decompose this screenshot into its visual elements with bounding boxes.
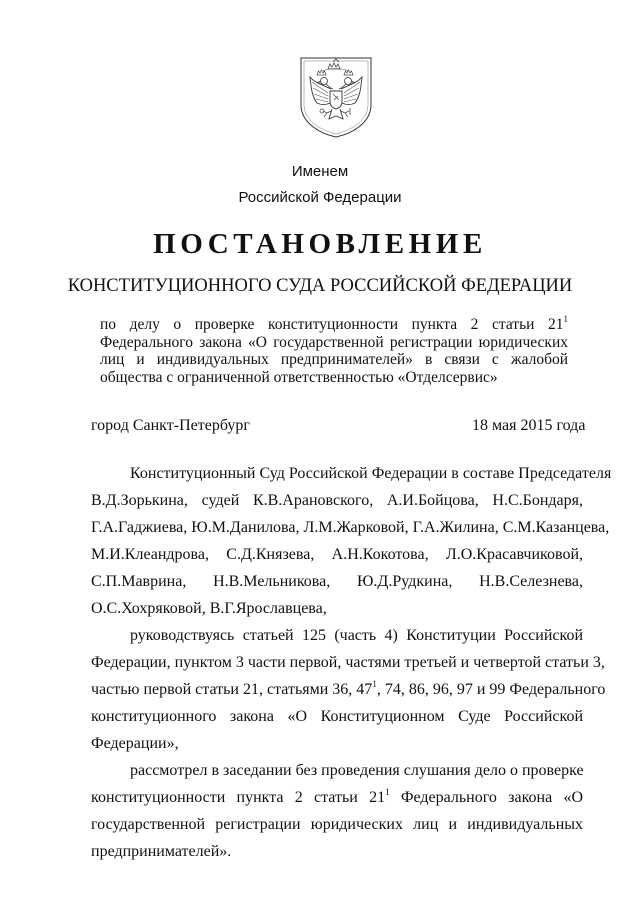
body-line: Конституционный Суд Российской Федерации в составе Председателя <box>130 465 612 482</box>
russian-coat-of-arms-icon <box>297 55 375 139</box>
case-subject <box>100 313 568 386</box>
body-line: государственной регистрации юридических лиц и индивидуальных <box>91 816 583 833</box>
body-line: конституционности пункта 2 статьи $21^1$ Федерального закона «О <box>91 786 584 806</box>
body-line: предпринимателей». <box>91 843 232 860</box>
document-title: ПОСТАНОВЛЕНИЕ <box>153 228 487 260</box>
federation-heading: Российской Федерации <box>238 189 402 206</box>
city-label: город Санкт-Петербург <box>91 417 250 434</box>
body-line: конституционного закона «О Конституционном Суде Российской <box>91 708 583 725</box>
subject-line-2: Федерального закона «О государственной регистрации юридических <box>100 333 568 351</box>
body-line: руководствуясь статьей 125 (часть 4) Конституции Российской <box>130 627 583 644</box>
date-label: 18 мая 2015 года <box>472 417 586 434</box>
body-line: Федерации, пунктом 3 части первой, частями третьей и четвертой статьи 3, <box>91 654 605 671</box>
body-line: М.И.Клеандрова, С.Д.Князева, А.Н.Кокотова, Л.О.Красавчиковой, <box>91 546 583 563</box>
body-line: С.П.Маврина, Н.В.Мельникова, Ю.Д.Рудкина, Н.В.Селезнева, <box>91 573 583 590</box>
subject-line-1: по делу о проверке конституционности пункта 2 статьи $21^1$ <box>100 313 568 333</box>
document-body <box>91 460 612 865</box>
body-line: частью первой статьи 21, статьями 36, $47^1$, 74, 86, 96, 97 и 99 Федерального <box>91 678 606 698</box>
body-line: Федерации», <box>91 735 179 752</box>
court-name: КОНСТИТУЦИОННОГО СУДА РОССИЙСКОЙ ФЕДЕРАЦИИ <box>67 276 573 296</box>
body-line: В.Д.Зорькина, судей К.В.Арановского, А.И.Бойцова, Н.С.Бондаря, <box>91 492 583 509</box>
subject-line-4: общества с ограниченной ответственностью «Отделсервис» <box>100 368 498 386</box>
body-line: Г.А.Гаджиева, Ю.М.Данилова, Л.М.Жарковой, Г.А.Жилина, С.М.Казанцева, <box>91 519 610 536</box>
subject-line-3: лиц и индивидуальных предпринимателей» в связи с жалобой <box>100 351 568 368</box>
in-name-heading: Именем <box>291 163 349 180</box>
body-line: О.С.Хохряковой, В.Г.Ярославцева, <box>91 600 327 617</box>
body-line: рассмотрел в заседании без проведения слушания дело о проверке <box>130 762 584 779</box>
